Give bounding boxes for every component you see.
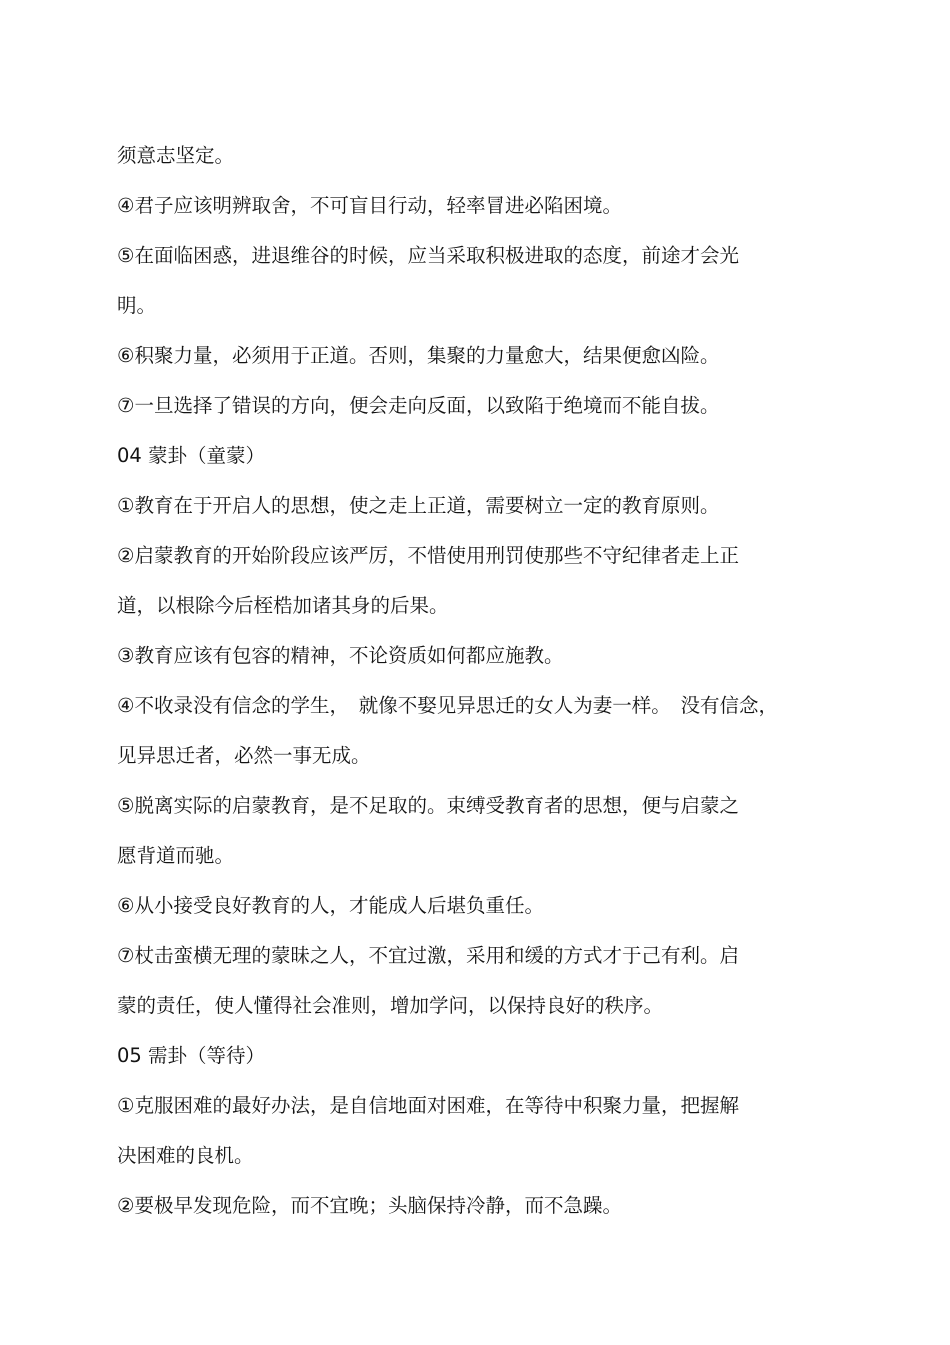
text-line: ⑥从小接受良好教育的人，才能成人后堪负重任。 [117,894,544,917]
document-body [117,136,837,1236]
section-heading: 04 蒙卦（童蒙） [117,444,266,467]
text-line: 须意志坚定。 [117,144,235,167]
text-line: ④君子应该明辨取舍，不可盲目行动，轻率冒进必陷困境。 [117,194,622,217]
text-line: ②启蒙教育的开始阶段应该严厉，不惜使用刑罚使那些不守纪律者走上正 [117,544,739,567]
text-line: ④不收录没有信念的学生， 就像不娶见异思迁的女人为妻一样。 没有信念， [117,694,778,717]
text-line: ⑤脱离实际的启蒙教育，是不足取的。束缚受教育者的思想，便与启蒙之 [117,794,739,817]
text-line: 道，以根除今后桎梏加诸其身的后果。 [117,594,449,617]
text-line: 见异思迁者，必然一事无成。 [117,744,371,767]
text-line: ③教育应该有包容的精神，不论资质如何都应施教。 [117,644,564,667]
text-line: ①教育在于开启人的思想，使之走上正道，需要树立一定的教育原则。 [117,494,720,517]
text-line: ⑤在面临困惑，进退维谷的时候，应当采取积极进取的态度，前途才会光 [117,244,739,267]
text-line: ⑦杖击蛮横无理的蒙昧之人，不宜过激，采用和缓的方式才于己有利。启 [117,944,739,967]
text-line: ⑥积聚力量，必须用于正道。否则，集聚的力量愈大，结果便愈凶险。 [117,344,720,367]
text-line: ⑦一旦选择了错误的方向，便会走向反面，以致陷于绝境而不能自拔。 [117,394,720,417]
text-line: ①克服困难的最好办法，是自信地面对困难，在等待中积聚力量，把握解 [117,1094,739,1117]
section-heading: 05 需卦（等待） [117,1044,266,1067]
text-line: 愿背道而驰。 [117,844,235,867]
text-line: 蒙的责任，使人懂得社会准则，增加学问，以保持良好的秩序。 [117,994,664,1017]
text-line: ②要极早发现危险，而不宜晚；头脑保持冷静，而不急躁。 [117,1194,622,1217]
text-line: 明。 [117,294,157,317]
text-line: 决困难的良机。 [117,1144,254,1167]
